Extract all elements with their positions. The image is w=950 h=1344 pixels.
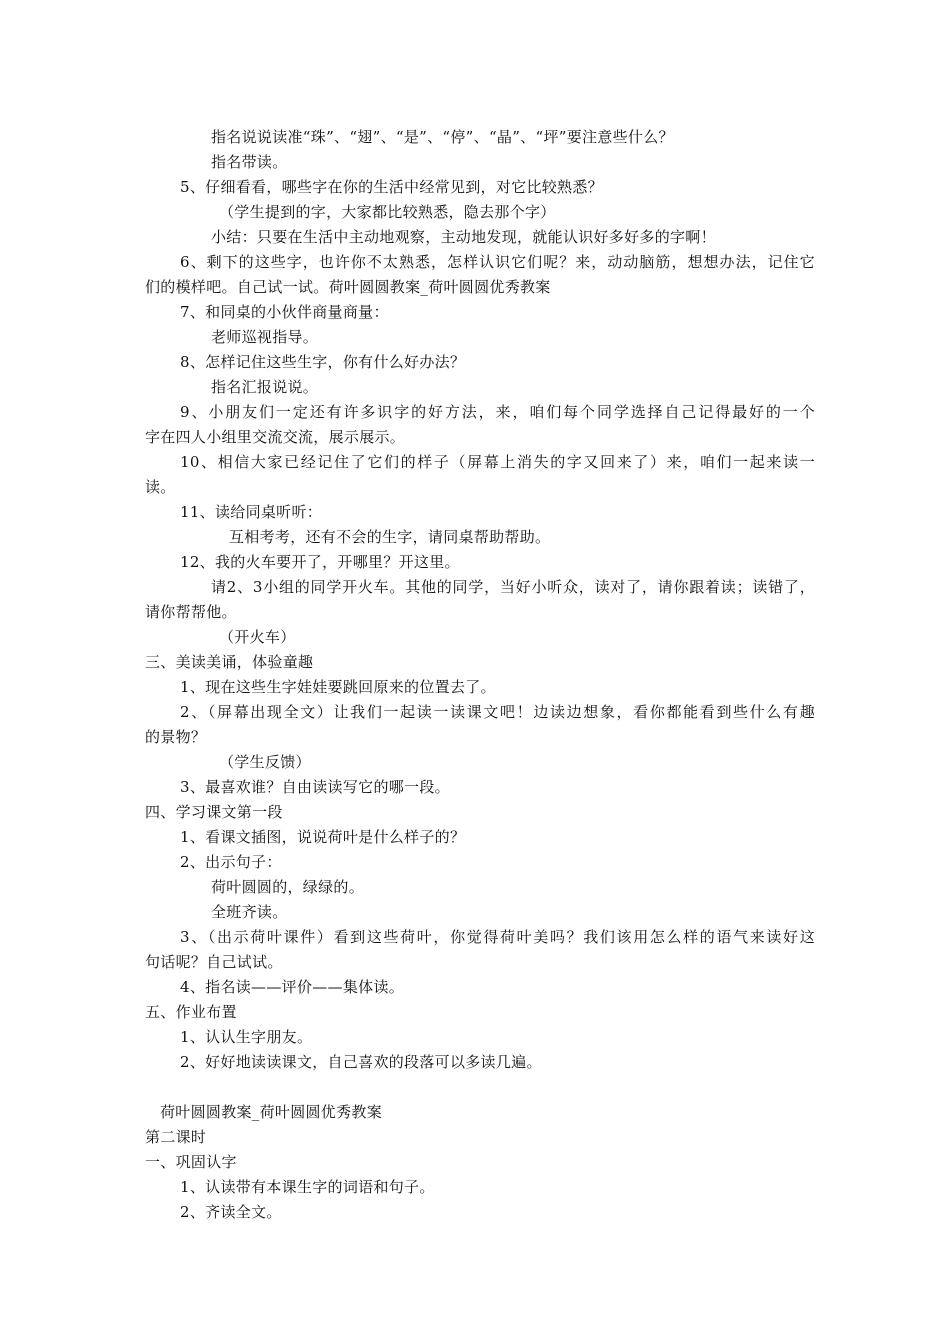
text-line: 字在四人小组里交流交流，展示展示。 xyxy=(145,428,406,446)
text-line: 1、认读带有本课生字的词语和句子。 xyxy=(180,1178,435,1196)
text-line: 9、小朋友们一定还有许多识字的好方法，来，咱们每个同学选择自己记得最好的一个 xyxy=(180,403,815,421)
text-line: 2、好好地读读课文，自己喜欢的段落可以多读几遍。 xyxy=(180,1053,542,1071)
text-line: （学生提到的字，大家都比较熟悉，隐去那个字） xyxy=(219,203,556,221)
text-line: 荷叶圆圆的，绿绿的。 xyxy=(211,878,365,896)
section-heading: 一、巩固认字 xyxy=(145,1153,237,1171)
text-line: 请2、3小组的同学开火车。其他的同学，当好小听众，读对了，请你跟着读；读错了， xyxy=(211,578,815,596)
text-line: 7、和同桌的小伙伴商量商量： xyxy=(180,303,389,321)
text-line: 5、仔细看看，哪些字在你的生活中经常见到，对它比较熟悉？ xyxy=(180,178,603,196)
text-line: 12、我的火车要开了，开哪里？开这里。 xyxy=(180,553,460,571)
section-heading: 第二课时 xyxy=(145,1128,207,1146)
text-line: 指名带读。 xyxy=(211,153,288,171)
section-heading: 五、作业布置 xyxy=(145,1003,237,1021)
text-line: 1、看课文插图，说说荷叶是什么样子的？ xyxy=(180,828,466,846)
text-line: 指名汇报说说。 xyxy=(211,378,319,396)
text-line: 1、现在这些生字娃娃要跳回原来的位置去了。 xyxy=(180,678,496,696)
text-line: 8、怎样记住这些生字，你有什么好办法？ xyxy=(180,353,466,371)
text-line: 2、（屏幕出现全文）让我们一起读一读课文吧！边读边想象，看你都能看到些什么有趣 xyxy=(180,703,815,721)
text-line: 句话呢？自己试试。 xyxy=(145,953,283,971)
text-line: 4、指名读——评价——集体读。 xyxy=(180,978,405,996)
text-line: （学生反馈） xyxy=(219,753,311,771)
text-line: 6、剩下的这些字，也许你不太熟悉，怎样认识它们呢？来，动动脑筋，想想办法，记住它 xyxy=(180,253,815,271)
text-line: 11、读给同桌听听： xyxy=(180,503,323,521)
text-line: 3、（出示荷叶课件）看到这些荷叶，你觉得荷叶美吗？我们该用怎么样的语气来读好这 xyxy=(180,928,815,946)
text-line: （开火车） xyxy=(219,628,296,646)
text-line: 1、认认生字朋友。 xyxy=(180,1028,313,1046)
text-line: 全班齐读。 xyxy=(211,903,288,921)
section-heading: 四、学习课文第一段 xyxy=(145,803,283,821)
text-line: 指名说说读准“珠”、“翅”、“是”、“停”、“晶”、“坪”要注意些什么？ xyxy=(211,128,674,146)
text-line: 2、齐读全文。 xyxy=(180,1203,282,1221)
text-line: 读。 xyxy=(145,478,176,496)
text-line: 小结：只要在生活中主动地观察，主动地发现，就能认识好多好多的字啊！ xyxy=(211,228,716,246)
text-line: 2、出示句子： xyxy=(180,853,282,871)
text-line: 3、最喜欢谁？自由读读写它的哪一段。 xyxy=(180,778,450,796)
section-heading: 三、美读美诵，体验童趣 xyxy=(145,653,314,671)
text-line: 荷叶圆圆教案_荷叶圆圆优秀教案 xyxy=(160,1103,383,1121)
text-line: 互相考考，还有不会的生字，请同桌帮助帮助。 xyxy=(229,528,551,546)
text-line: 10、相信大家已经记住了它们的样子（屏幕上消失的字又回来了）来，咱们一起来读一 xyxy=(180,453,815,471)
text-line: 们的模样吧。自己试一试。荷叶圆圆教案_荷叶圆圆优秀教案 xyxy=(145,278,551,296)
text-line: 老师巡视指导。 xyxy=(211,328,319,346)
text-line: 的景物？ xyxy=(145,728,207,746)
text-line: 请你帮帮他。 xyxy=(145,603,237,621)
